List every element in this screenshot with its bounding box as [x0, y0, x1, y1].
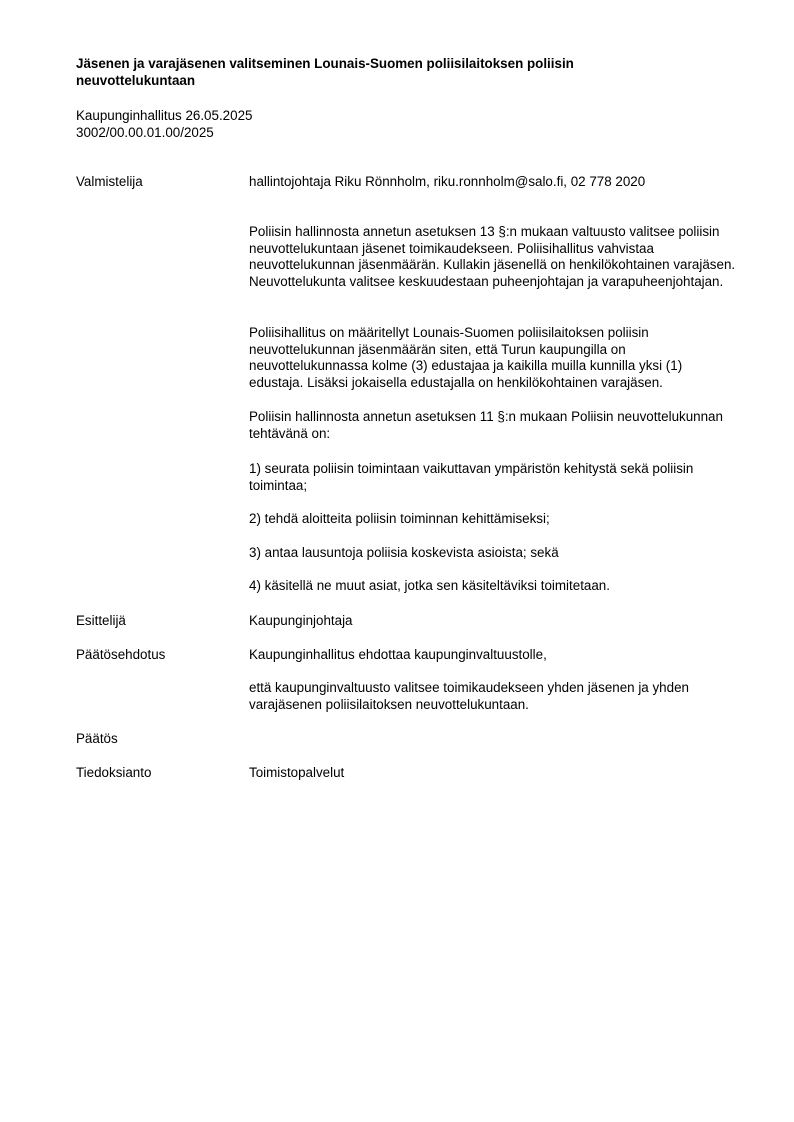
paatosehdotus-paragraph-2: että kaupunginvaltuusto valitsee toimikaudekseen yhden jäsenen ja yhden varajäsenen poliisilaitoksen neuvottelukuntaan. — [249, 680, 689, 712]
record-id: 3002/00.00.01.00/2025 — [76, 124, 214, 140]
esittelija-value: Kaupunginjohtaja — [249, 613, 353, 628]
paatos-label: Päätös — [76, 731, 118, 746]
tiedoksianto-value: Toimistopalvelut — [249, 765, 345, 780]
body-paragraph-2: Poliisihallitus on määritellyt Lounais-Suomen poliisilaitoksen poliisin neuvottelukunnan jäsenmäärän siten, että Turun kaupungilla on neuvottelukunnassa kolme (3) edustajaa ja kaikilla muilla kunnilla yksi (1) edustaja. Lisäksi jokaisella edustajalla on henkilökohtainen varajäsen. — [249, 325, 683, 390]
list-item-4: 4) käsitellä ne muut asiat, jotka sen käsiteltäviksi toimitetaan. — [249, 578, 610, 593]
document-title: Jäsenen ja varajäsenen valitseminen Lounais-Suomen poliisilaitoksen poliisin neuvottelukuntaan — [76, 56, 574, 88]
paatosehdotus-label: Päätösehdotus — [76, 647, 166, 662]
tiedoksianto-label: Tiedoksianto — [76, 765, 152, 780]
paatosehdotus-paragraph-1: Kaupunginhallitus ehdottaa kaupunginvaltuustolle, — [249, 647, 547, 662]
list-item-3: 3) antaa lausuntoja poliisia koskevista asioista; sekä — [249, 545, 559, 560]
document-meta — [76, 108, 476, 141]
esittelija-label: Esittelijä — [76, 613, 126, 628]
body-paragraph-1: Poliisin hallinnosta annetun asetuksen 13 §:n mukaan valtuusto valitsee poliisin neuvottelukuntaan jäsenet toimikaudekseen. Poliisihallitus vahvistaa neuvottelukunnan jäsenmäärän. Kullakin jäsenellä on henkilökohtainen varajäsen. Neuvottelukunta valitsee keskuudestaan puheenjohtajan ja varapuheenjohtajan. — [249, 224, 736, 289]
valmistelija-value: hallintojohtaja Riku Rönnholm, riku.ronnholm@salo.fi, 02 778 2020 — [249, 174, 646, 189]
meeting-info: Kaupunginhallitus 26.05.2025 — [76, 108, 253, 123]
list-item-2: 2) tehdä aloitteita poliisin toiminnan kehittämiseksi; — [249, 511, 550, 526]
body-paragraph-3: Poliisin hallinnosta annetun asetuksen 11 §:n mukaan Poliisin neuvottelukunnan tehtävänä on: — [249, 409, 723, 441]
list-item-1: 1) seurata poliisin toimintaan vaikuttavan ympäristön kehitystä sekä poliisin toimintaa; — [249, 461, 694, 493]
valmistelija-label: Valmistelija — [76, 174, 143, 189]
